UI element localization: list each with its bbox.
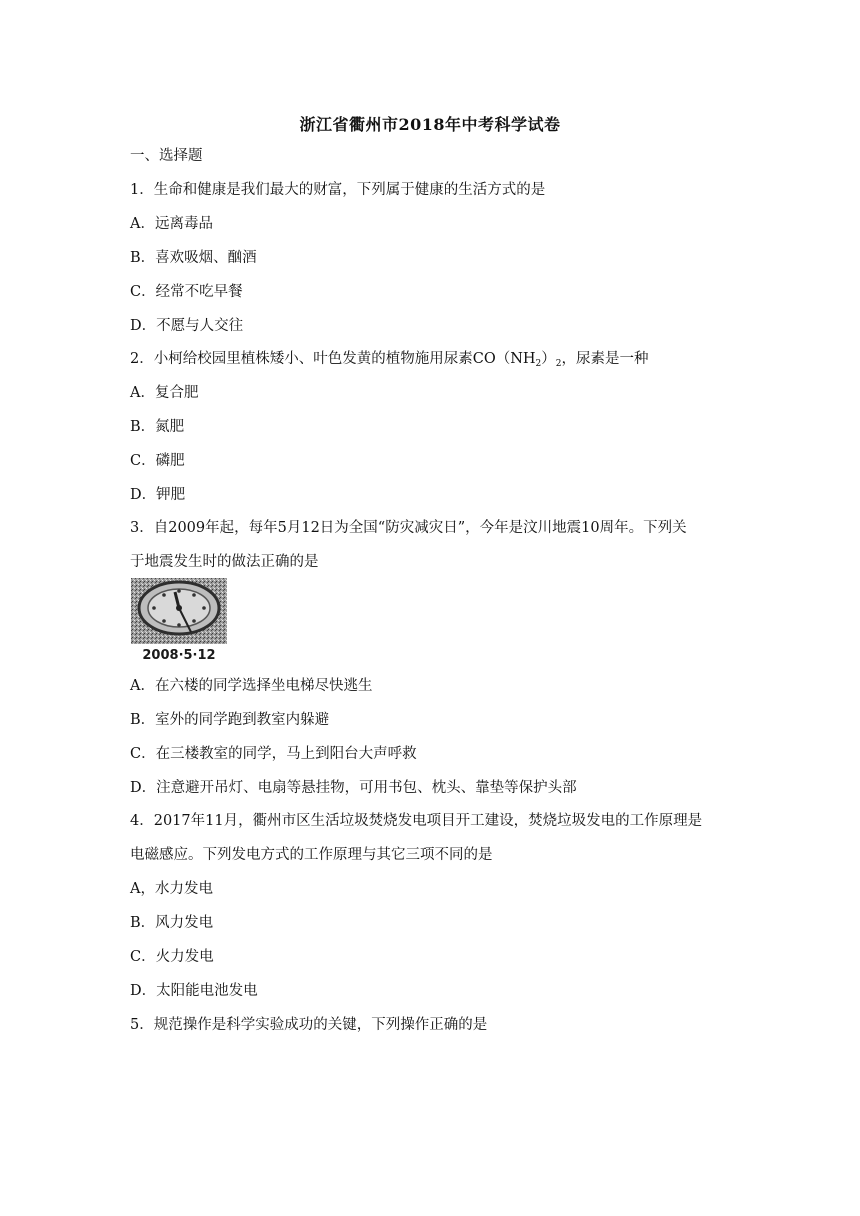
image-caption: 2008·5·12 <box>142 648 216 663</box>
question-2-stem-post: ，尿素是一种 <box>561 351 649 367</box>
question-3-option-a: A．在六楼的同学选择坐电梯尽快逃生 <box>130 678 373 694</box>
question-2-stem-mid: ） <box>541 351 556 367</box>
subscript: 2 <box>555 359 562 369</box>
question-4-stem-line-1: 4．2017年11月，衢州市区生活垃圾焚烧发电项目开工建设，焚烧垃圾发电的工作原理是 <box>130 813 703 829</box>
question-1-option-b: B．喜欢吸烟、酗酒 <box>130 250 257 266</box>
question-2-option-c: C．磷肥 <box>130 453 185 469</box>
question-2-option-a: A．复合肥 <box>130 385 199 401</box>
question-2-option-d: D．钾肥 <box>130 487 186 503</box>
question-5-stem: 5．规范操作是科学实验成功的关键，下列操作正确的是 <box>130 1017 488 1033</box>
question-1-option-c: C．经常不吃早餐 <box>130 284 243 300</box>
question-1-option-d: D．不愿与人交往 <box>130 318 244 334</box>
clock-photo-svg <box>131 578 227 664</box>
earthquake-memorial-image <box>131 578 227 664</box>
question-2-stem-pre: 2．小柯给校园里植株矮小、叶色发黄的植物施用尿素CO（NH <box>130 351 536 367</box>
subscript: 2 <box>535 359 542 369</box>
question-2-option-b: B．氮肥 <box>130 419 185 435</box>
section-heading: 一、选择题 <box>130 148 203 164</box>
question-1-option-a: A．远离毒品 <box>130 216 213 232</box>
question-3-stem-line-1: 3．自2009年起，每年5月12日为全国“防灾减灾日”，今年是汶川地震10周年。下列关 <box>130 520 687 536</box>
question-3-option-d: D．注意避开吊灯、电扇等悬挂物，可用书包、枕头、靠垫等保护头部 <box>130 780 577 796</box>
question-3-stem-line-2: 于地震发生时的做法正确的是 <box>130 554 319 570</box>
question-4-option-a: A，水力发电 <box>130 881 213 897</box>
question-4-option-c: C．火力发电 <box>130 949 214 965</box>
question-2-stem <box>130 349 649 374</box>
question-4-option-d: D．太阳能电池发电 <box>130 983 258 999</box>
question-3-option-c: C．在三楼教室的同学，马上到阳台大声呼救 <box>130 746 417 762</box>
question-1-stem: 1．生命和健康是我们最大的财富，下列属于健康的生活方式的是 <box>130 182 546 198</box>
exam-title: 浙江省衢州市2018年中考科学试卷 <box>299 115 561 134</box>
question-3-option-b: B．室外的同学跑到教室内躲避 <box>130 712 330 728</box>
question-4-stem-line-2: 电磁感应。下列发电方式的工作原理与其它三项不同的是 <box>130 847 493 863</box>
question-4-option-b: B．风力发电 <box>130 915 214 931</box>
